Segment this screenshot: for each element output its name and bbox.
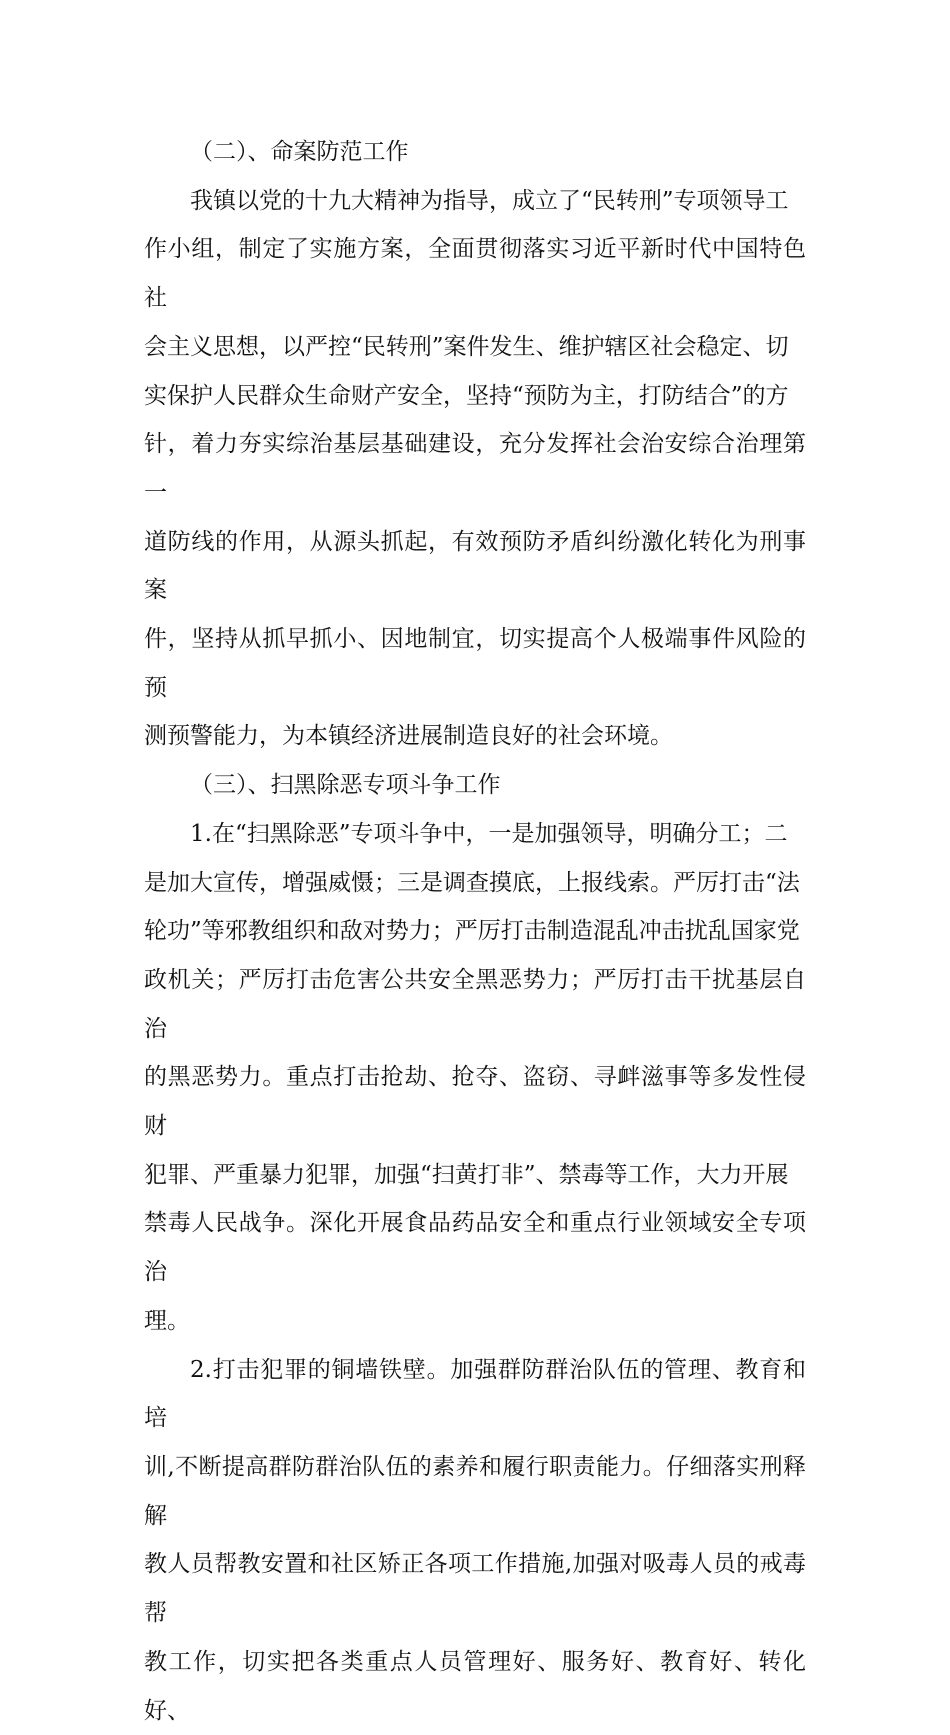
document-body — [144, 128, 806, 1735]
section-heading-homicide-prevention: （二）、命案防范工作 — [190, 139, 409, 165]
paragraph-anti-crime-item-1: 1.在“扫黑除恶”专项斗争中，一是加强领导，明确分工；二 是加大宣传，增强威慑；三是调查摸底，上报线索。严厉打击“法 轮功”等邪教组织和敌对势力；严厉打击制造混乱冲击扰乱国家党 政机关；严厉打击危害公共安全黑恶势力；严厉打击干扰基层自治 的黑恶势力。重点打击抢劫、抢夺、盗窃、寻衅滋事等多发性侵财 犯罪、严重暴力犯罪，加强“扫黄打非”、禁毒等工作，大力开展 禁毒人民战争。深化开展食品药品安全和重点行业领域安全专项治 理。 — [144, 820, 806, 1334]
section-heading-anti-crime-campaign: （三）、扫黑除恶专项斗争工作 — [190, 772, 501, 799]
paragraph-anti-crime-item-2: 2.打击犯罪的铜墙铁壁。加强群防群治队伍的管理、教育和培 训,不断提高群防群治队伍的素养和履行职责能力。仔细落实刑释解 教人员帮教安置和社区矫正各项工作措施,加强对吸毒人员的戒毒帮 教工作，切实把各类重点人员管理好、服务好、教育好、转化好、 — [144, 1356, 806, 1724]
paragraph-homicide-prevention: 我镇以党的十九大精神为指导，成立了“民转刑”专项领导工 作小组，制定了实施方案，全面贯彻落实习近平新时代中国特色社 会主义思想，以严控“民转刑”案件发生、维护辖区社会稳定、切 实保护人民群众生命财产安全，坚持“预防为主，打防结合”的方 针，着力夯实综治基层基础建设，充分发挥社会治安综合治理第一 道防线的作用，从源头抓起，有效预防矛盾纠纷激化转化为刑事案 件，坚持从抓早抓小、因地制宜，切实提高个人极端事件风险的预 测预警能力，为本镇经济进展制造良好的社会环境。 — [144, 187, 806, 750]
